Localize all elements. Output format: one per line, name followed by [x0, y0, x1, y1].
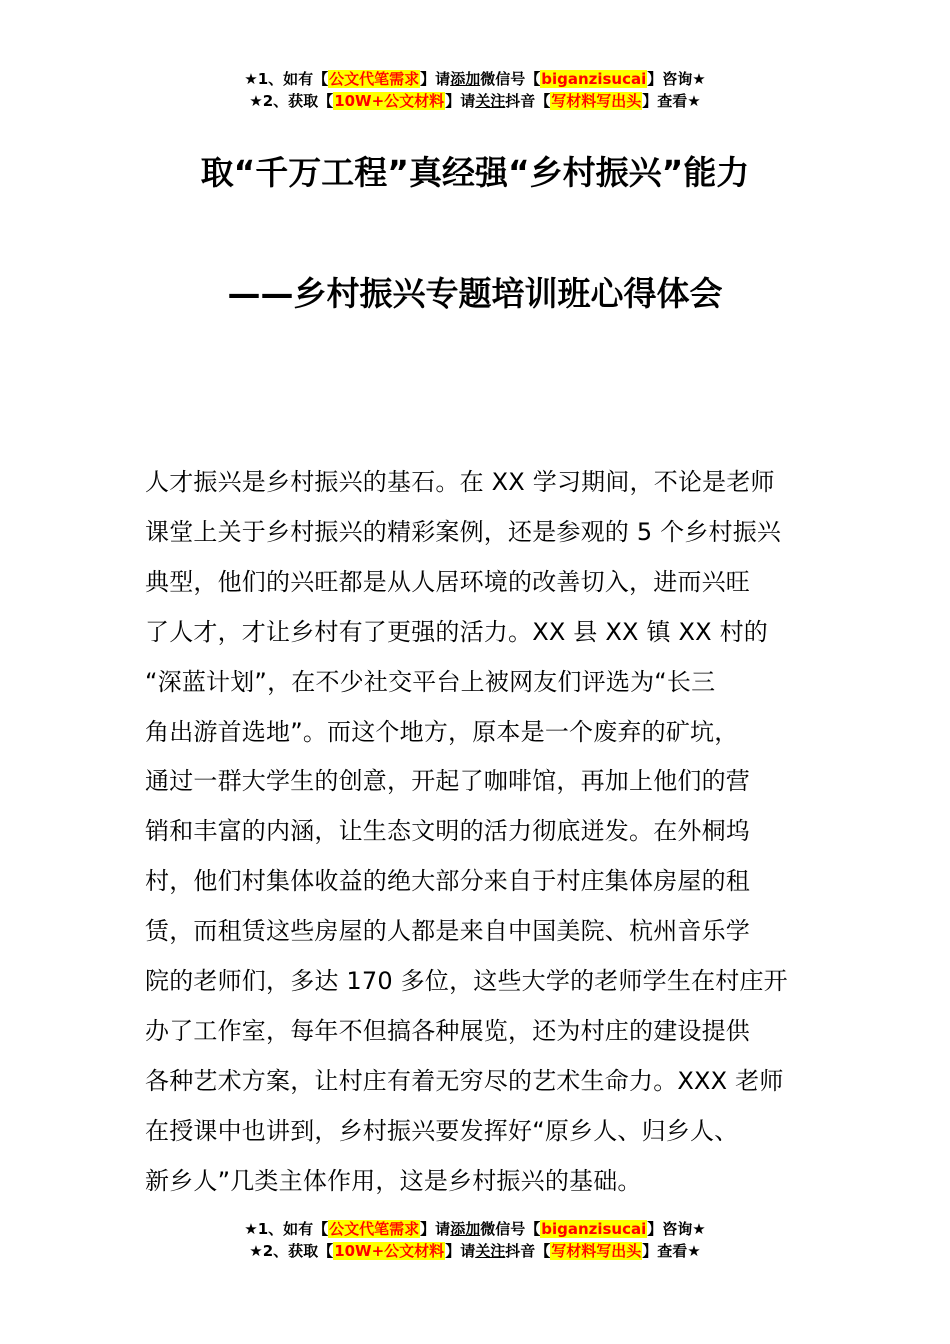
banner-highlight: 公文代笔需求 — [329, 70, 420, 88]
banner-text: 抖音【 — [505, 1242, 551, 1260]
banner-text: 】咨询★ — [647, 70, 706, 88]
body-line: 通过一群大学生的创意，开起了咖啡馆，再加上他们的营 — [145, 767, 750, 796]
banner-text: 】请 — [420, 70, 451, 88]
banner-text: 抖音【 — [505, 92, 551, 110]
footer-banner — [0, 1218, 950, 1262]
banner-highlight: biganzisucai — [541, 1220, 647, 1238]
banner-text: 微信号【 — [480, 1220, 541, 1238]
banner-text: 】请 — [445, 1242, 476, 1260]
body-line: 新乡人”几类主体作用，这是乡村振兴的基础。 — [145, 1166, 642, 1195]
body-line: 村，他们村集体收益的绝大部分来自于村庄集体房屋的租 — [145, 867, 750, 896]
body-paragraph — [145, 458, 810, 1207]
banner-underline: 添加 — [450, 70, 481, 88]
banner-text: 】查看★ — [642, 1242, 701, 1260]
body-line: 人才振兴是乡村振兴的基石。在 XX 学习期间，不论是老师 — [145, 468, 775, 496]
body-line: 课堂上关于乡村振兴的精彩案例，还是参观的 5 个乡村振兴 — [145, 517, 782, 546]
banner-highlight: 10W+公文材料 — [334, 92, 445, 110]
body-line: 在授课中也讲到，乡村振兴要发挥好“原乡人、归乡人、 — [145, 1116, 739, 1145]
banner-highlight: 公文代笔需求 — [329, 1220, 420, 1238]
banner-highlight: biganzisucai — [541, 70, 647, 88]
body-line: 了人才，才让乡村有了更强的活力。XX 县 XX 镇 XX 村的 — [145, 617, 768, 646]
banner-line-2 — [0, 1240, 950, 1262]
banner-text: ★2、获取【 — [249, 1242, 334, 1260]
body-line: “深蓝计划”，在不少社交平台上被网友们评选为“长三 — [145, 667, 716, 696]
body-line: 角出游首选地”。而这个地方，原本是一个废弃的矿坑， — [145, 717, 739, 746]
banner-text: 】查看★ — [642, 92, 701, 110]
body-line: 办了工作室，每年不但搞各种展览，还为村庄的建设提供 — [145, 1016, 750, 1045]
document-subtitle: ——乡村振兴专题培训班心得体会 — [227, 274, 723, 313]
body-line: 各种艺术方案，让村庄有着无穷尽的艺术生命力。XXX 老师 — [145, 1066, 784, 1095]
banner-highlight: 写材料写出头 — [551, 1242, 642, 1260]
banner-line-1 — [0, 68, 950, 90]
banner-text: 】请 — [420, 1220, 451, 1238]
body-line: 销和丰富的内涵，让生态文明的活力彻底迸发。在外桐坞 — [145, 817, 750, 846]
banner-underline: 关注 — [475, 92, 506, 110]
banner-line-2 — [0, 90, 950, 112]
banner-underline: 添加 — [450, 1220, 481, 1238]
banner-text: 】请 — [445, 92, 476, 110]
banner-highlight: 写材料写出头 — [551, 92, 642, 110]
banner-line-1 — [0, 1218, 950, 1240]
banner-text: ★1、如有【 — [244, 1220, 329, 1238]
body-line: 赁，而租赁这些房屋的人都是来自中国美院、杭州音乐学 — [145, 917, 750, 946]
banner-text: ★1、如有【 — [244, 70, 329, 88]
banner-text: 微信号【 — [480, 70, 541, 88]
banner-highlight: 10W+公文材料 — [334, 1242, 445, 1260]
banner-text: ★2、获取【 — [249, 92, 334, 110]
body-line: 典型，他们的兴旺都是从人居环境的改善切入，进而兴旺 — [145, 567, 750, 596]
body-line: 院的老师们，多达 170 多位，这些大学的老师学生在村庄开 — [145, 967, 788, 996]
banner-text: 】咨询★ — [647, 1220, 706, 1238]
header-banner — [0, 68, 950, 112]
document-title: 取“千万工程”真经强“乡村振兴”能力 — [200, 153, 750, 192]
banner-underline: 关注 — [475, 1242, 506, 1260]
